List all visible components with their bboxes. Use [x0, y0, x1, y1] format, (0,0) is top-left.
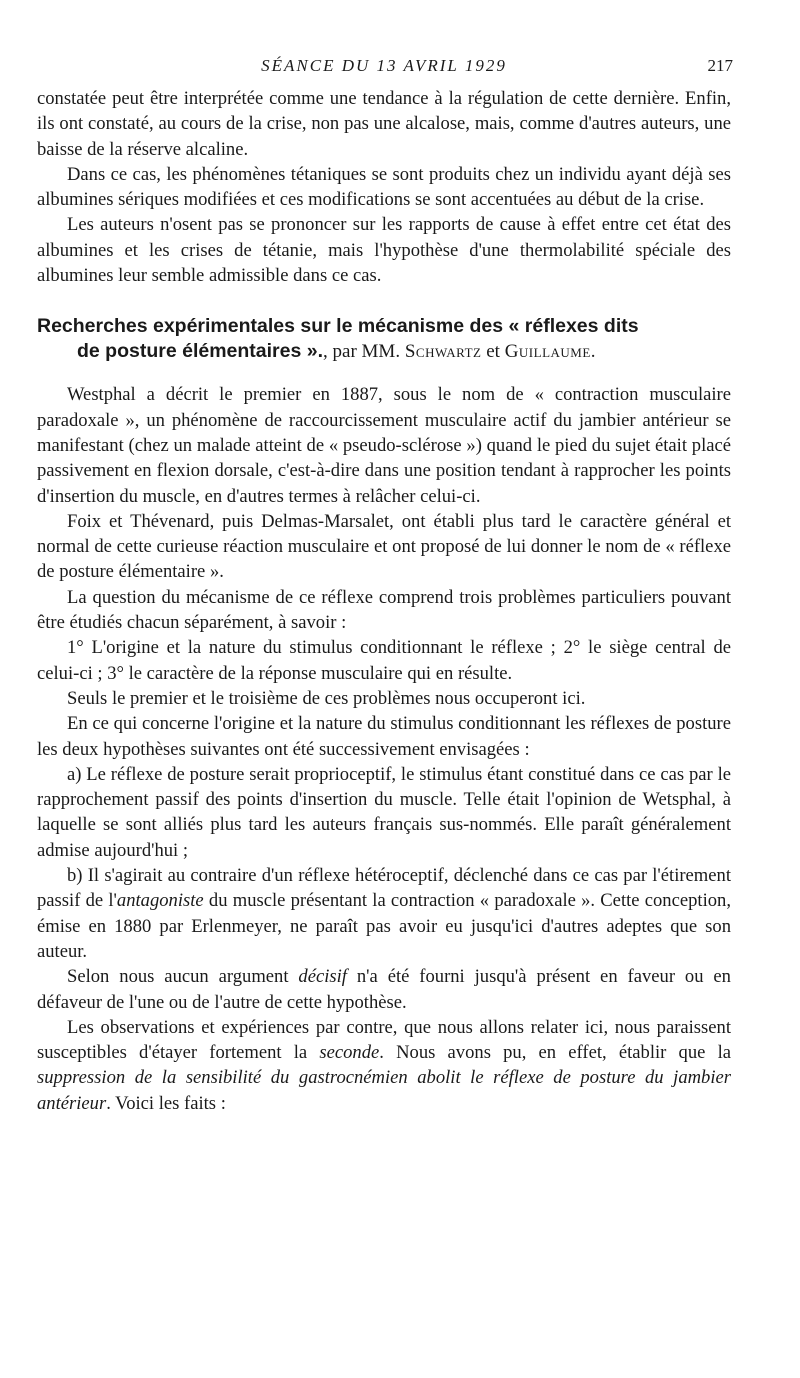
document-page — [37, 52, 731, 1116]
text-run: . Nous avons pu, en effet, établir que la — [379, 1042, 731, 1064]
text-run: b) Il s'agirait au contraire d'un réflexe hétéroceptif, déclenché dans ce cas par l'étirement passif de l' — [37, 865, 731, 912]
paragraph: Dans ce cas, les phénomènes tétaniques se sont produits chez un individu ayant déjà ses albumines sériques modifiées et ces modifications se sont accentuées au début de la crise. — [37, 163, 731, 211]
text-run: Les observations et expériences par contre, que nous allons relater ici, nous paraissent susceptibles d'étayer fortement la — [37, 1016, 731, 1064]
running-title: SÉANCE DU 13 AVRIL 1929 — [261, 56, 507, 75]
paragraph: Westphal a décrit le premier en 1887, sous le nom de « contraction musculaire paradoxale », un phénomène de raccourcissement musculaire actif du jambier antérieur se manifestant (chez un malade atteint de « pseudo-sclérose ») quand le pied du sujet était placé passivement en flexion dorsale, c'est-à-dire dans une position tendant à rapprocher les points d'insertion du muscle, en d'autres termes à relâcher celui-ci. — [37, 384, 731, 507]
section-title-line1: Recherches expérimentales sur le mécanisme des « réflexes dits — [37, 315, 639, 338]
author-name: Guillaume. — [504, 341, 597, 363]
paragraph — [37, 964, 731, 1015]
emphasis: seconde — [319, 1042, 380, 1064]
section-heading — [37, 314, 731, 364]
emphasis: antagoniste — [116, 890, 204, 912]
text-run: du muscle présentant la contraction « paradoxale ». Cette conception, émise en 1880 par Erlenmeyer, ne paraît pas avoir eu jusqu'ici d'autres adeptes que son auteur. — [37, 890, 731, 962]
paragraph: La question du mécanisme de ce réflexe comprend trois problèmes particuliers pouvant être étudiés chacun séparément, à savoir : — [37, 586, 731, 634]
author-name: Schwartz — [404, 341, 482, 363]
paragraph: Les auteurs n'osent pas se prononcer sur les rapports de cause à effet entre cet état des albumines et les crises de tétanie, mais l'hypothèse d'une thermolabilité spéciale des albumines leur semble admissible dans ce cas. — [37, 214, 731, 287]
conjunction: et — [486, 341, 500, 363]
section-by: , par MM. — [323, 341, 401, 363]
section-title-line2: de posture élémentaires ». — [77, 340, 324, 363]
paragraph: 1° L'origine et la nature du stimulus conditionnant le réflexe ; 2° le siège central de celui-ci ; 3° le caractère de la réponse musculaire qui en résulte. — [37, 637, 731, 684]
text-run: . Voici les faits : — [106, 1092, 226, 1114]
paragraph: Seuls le premier et le troisième de ces problèmes nous occuperont ici. — [67, 687, 586, 709]
paragraph: Foix et Thévenard, puis Delmas-Marsalet, ont établi plus tard le caractère général et normal de cette curieuse réaction musculaire et ont proposé de lui donner le nom de « réflexe de posture élémentaire ». — [37, 510, 731, 583]
paragraph: constatée peut être interprétée comme une tendance à la régulation de cette dernière. Enfin, ils ont constaté, au cours de la crise, non pas une alcalose, mais, comme d'autres auteurs, une baisse de la réserve alcaline. — [37, 88, 731, 160]
emphasis: suppression de la sensibilité du gastrocnémien abolit le réflexe de posture du jambier antérieur — [37, 1067, 731, 1114]
paragraph: a) Le réflexe de posture serait proprioceptif, le stimulus étant constitué dans ce cas par le rapprochement passif des points d'insertion du muscle. Telle était l'opinion de Wetsphal, à laquelle se sont alliés plus tard les auteurs français sus-nommés. Elle paraît généralement admise aujourd'hui ; — [37, 763, 731, 861]
emphasis: décisif — [298, 966, 347, 988]
text-run: n'a été fourni jusqu'à présent en faveur ou en défaveur de l'une ou de l'autre de cette hypothèse. — [37, 966, 731, 1013]
paragraph: En ce qui concerne l'origine et la nature du stimulus conditionnant les réflexes de posture les deux hypothèses suivantes ont été successivement envisagées : — [37, 713, 731, 760]
paragraph — [37, 1015, 731, 1116]
section-title-line2-wrap — [37, 339, 731, 364]
page-number: 217 — [707, 56, 733, 75]
text-run: Selon nous aucun argument — [67, 966, 299, 988]
running-header — [37, 52, 731, 86]
paragraph — [37, 863, 731, 964]
